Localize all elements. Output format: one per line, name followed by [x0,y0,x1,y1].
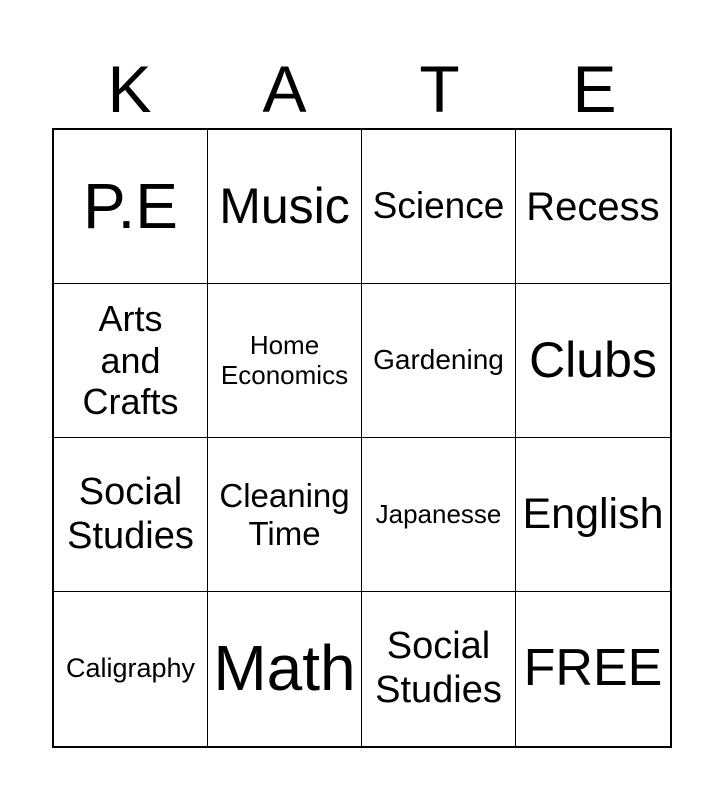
cell-label: FREE [523,639,663,698]
bingo-cell[interactable] [54,284,208,438]
bingo-cell[interactable] [54,438,208,592]
bingo-cell-free[interactable] [516,592,670,746]
bingo-cell[interactable] [54,592,208,746]
bingo-header [52,50,672,128]
cell-label: English [522,489,664,538]
bingo-cell[interactable] [362,438,516,592]
cell-label: Music [219,177,350,234]
cell-label: Japanesse [375,498,502,529]
bingo-cell[interactable] [208,438,362,592]
header-letter-a: A [262,52,307,126]
cell-label: Social Studies [375,625,502,711]
cell-label: Math [213,632,356,705]
cell-label: Gardening [373,344,504,376]
cell-label: Science [372,185,505,227]
cell-label: Cleaning Time [219,476,350,552]
header-letter-e: E [572,52,617,126]
header-letter-t: T [419,52,460,126]
bingo-cell[interactable] [362,130,516,284]
bingo-cell[interactable] [208,592,362,746]
bingo-cell[interactable] [54,130,208,284]
cell-label: Clubs [529,331,657,388]
cell-label: P.E [83,169,178,242]
cell-label: Caligraphy [65,653,196,684]
cell-label: Arts and Crafts [82,298,179,423]
cell-label: Home Economics [220,329,349,390]
bingo-cell[interactable] [208,284,362,438]
header-letter-k: K [107,52,152,126]
bingo-cell[interactable] [516,130,670,284]
bingo-cell[interactable] [516,438,670,592]
cell-label: Recess [526,184,660,229]
bingo-cell[interactable] [208,130,362,284]
bingo-cell[interactable] [516,284,670,438]
bingo-cell[interactable] [362,592,516,746]
bingo-cell[interactable] [362,284,516,438]
bingo-board [52,128,672,748]
cell-label: Social Studies [67,470,194,557]
